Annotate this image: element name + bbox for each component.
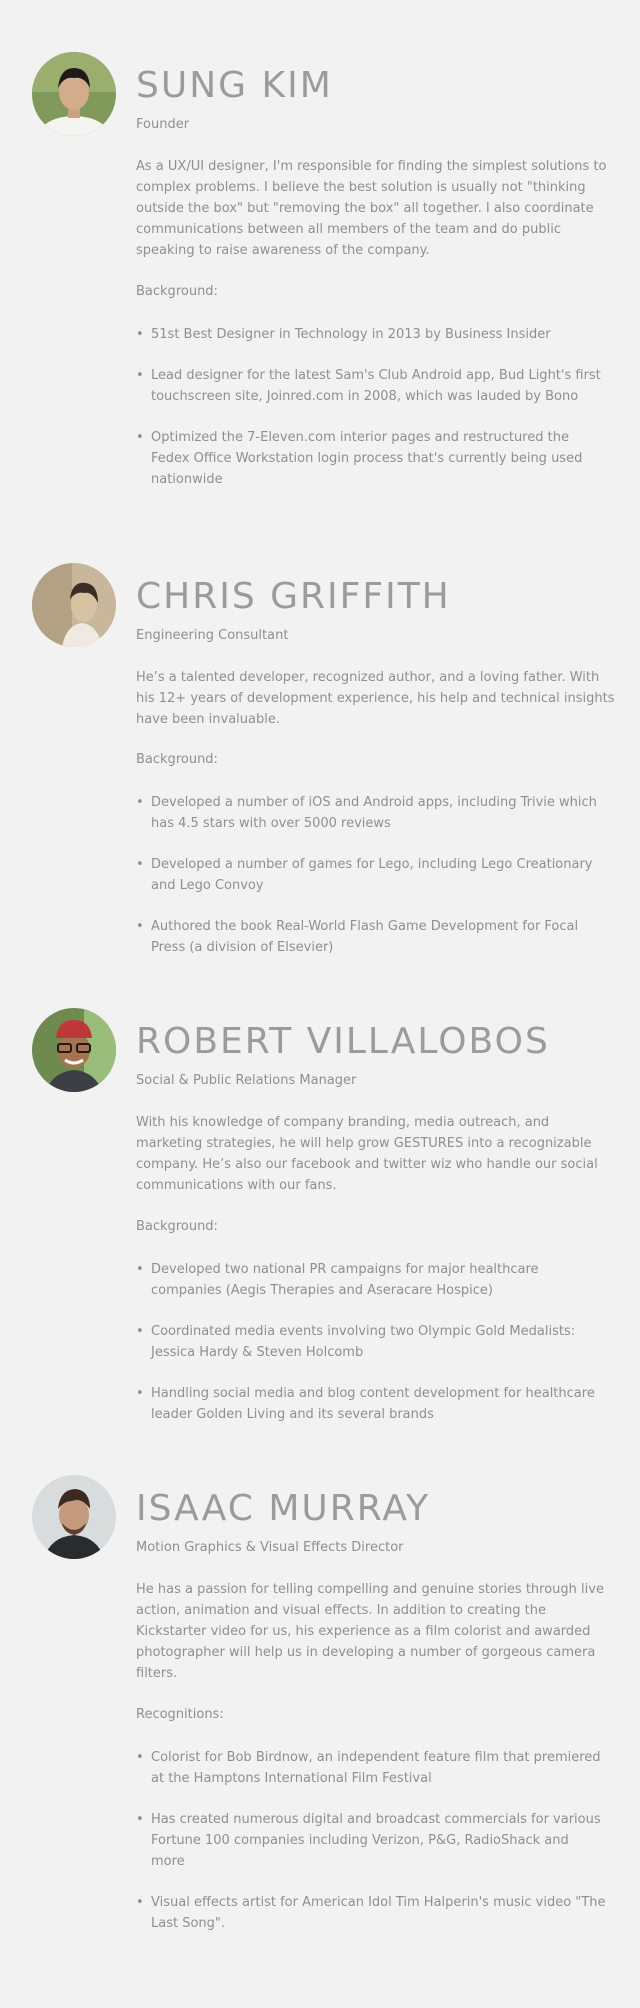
avatar xyxy=(32,1008,116,1092)
list-item: • Authored the book Real-World Flash Game Development for Focal Press (a division of Elsevier) xyxy=(136,916,606,958)
member-role: Engineering Consultant xyxy=(136,628,289,643)
list-item: • Has created numerous digital and broadcast commercials for various Fortune 100 companies including Verizon, P&G, RadioShack and more xyxy=(136,1809,606,1872)
member-role: Founder xyxy=(136,117,190,132)
avatar xyxy=(32,52,116,136)
recognitions-label: Recognitions: xyxy=(136,1707,224,1722)
list-item: • Lead designer for the latest Sam's Club Android app, Bud Light's first touchscreen site, Joinred.com in 2008, which was lauded by Bono xyxy=(136,365,606,407)
list-item: • Colorist for Bob Birdnow, an independent feature film that premiered at the Hamptons International Film Festival xyxy=(136,1747,606,1789)
member-bio: As a UX/UI designer, I'm responsible for finding the simplest solutions to complex problems. I believe the best solution is usually not "thinking outside the box" but "removing the box" all together. I also coordinate communications between all members of the team and do public speaking to raise awareness of the company. xyxy=(136,159,607,258)
member-name: ROBERT VILLALOBOS xyxy=(136,1021,550,1062)
background-list xyxy=(136,1259,606,1445)
avatar xyxy=(32,1475,116,1559)
background-label: Background: xyxy=(136,284,218,299)
list-item: • Visual effects artist for American Idol Tim Halperin's music video "The Last Song". xyxy=(136,1892,606,1934)
member-role: Social & Public Relations Manager xyxy=(136,1073,357,1088)
member-name: SUNG KIM xyxy=(136,65,333,106)
member-name: ISAAC MURRAY xyxy=(136,1488,431,1529)
list-item: • Coordinated media events involving two Olympic Gold Medalists: Jessica Hardy & Steven Holcomb xyxy=(136,1321,606,1363)
member-bio: He has a passion for telling compelling and genuine stories through live action, animation and visual effects. In addition to creating the Kickstarter video for us, his experience as a film colorist and awarded photographer will help us in developing a number of gorgeous camera filters. xyxy=(136,1582,604,1681)
member-name: CHRIS GRIFFITH xyxy=(136,576,451,617)
list-item: • Developed a number of iOS and Android apps, including Trivie which has 4.5 stars with over 5000 reviews xyxy=(136,792,606,834)
list-item: • Handling social media and blog content development for healthcare leader Golden Living and its several brands xyxy=(136,1383,606,1425)
sung-kim-portrait-icon xyxy=(32,52,116,136)
list-item: • Developed two national PR campaigns for major healthcare companies (Aegis Therapies and Aseracare Hospice) xyxy=(136,1259,606,1301)
background-list xyxy=(136,324,606,510)
member-role: Motion Graphics & Visual Effects Director xyxy=(136,1540,404,1555)
member-bio: With his knowledge of company branding, media outreach, and marketing strategies, he will help grow GESTURES into a recognizable company. He’s also our facebook and twitter wiz who handle our social communications with our fans. xyxy=(136,1115,598,1193)
background-list xyxy=(136,792,606,978)
member-bio: He’s a talented developer, recognized author, and a loving father. With his 12+ years of development experience, his help and technical insights have been invaluable. xyxy=(136,670,615,727)
background-label: Background: xyxy=(136,1219,218,1234)
list-item: • 51st Best Designer in Technology in 2013 by Business Insider xyxy=(136,324,606,345)
chris-griffith-portrait-icon xyxy=(32,563,116,647)
background-label: Background: xyxy=(136,752,218,767)
robert-villalobos-portrait-icon xyxy=(32,1008,116,1092)
avatar xyxy=(32,563,116,647)
list-item: • Optimized the 7-Eleven.com interior pages and restructured the Fedex Office Workstation login process that's currently being used nationwide xyxy=(136,427,606,490)
list-item: • Developed a number of games for Lego, including Lego Creationary and Lego Convoy xyxy=(136,854,606,896)
recognitions-list xyxy=(136,1747,606,1954)
isaac-murray-portrait-icon xyxy=(32,1475,116,1559)
